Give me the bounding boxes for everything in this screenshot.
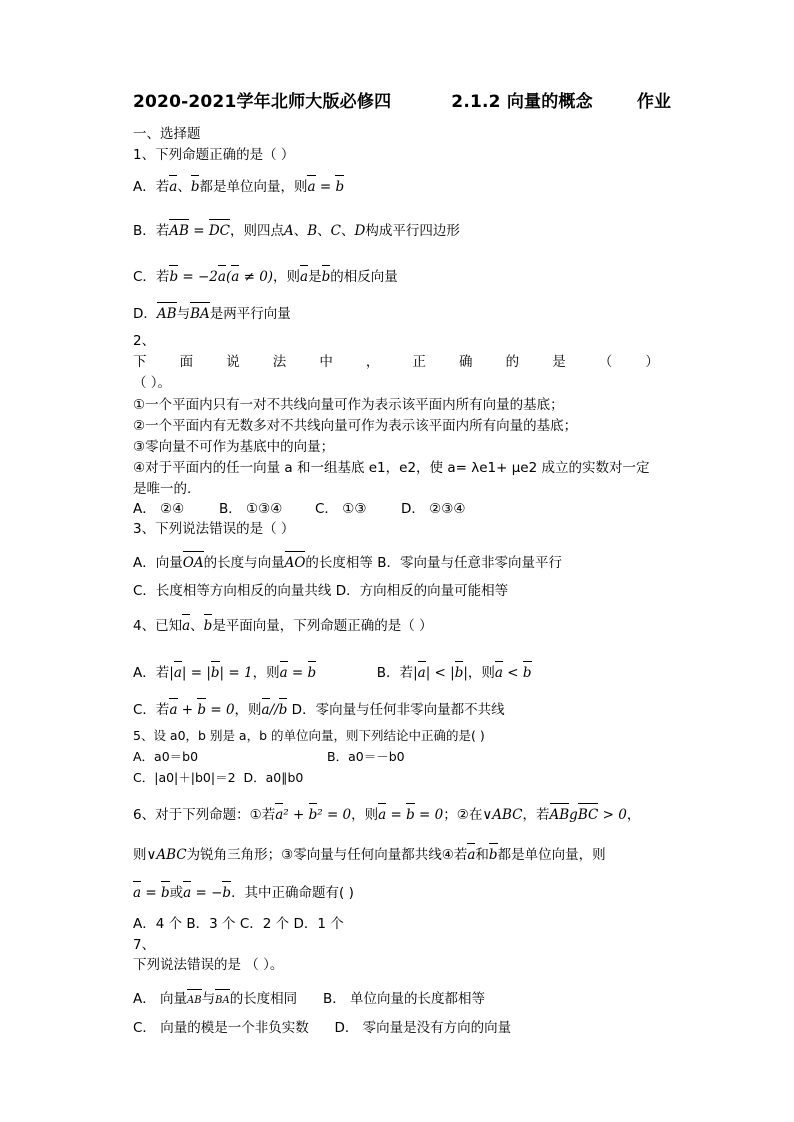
q1-a-formula: a = b: [307, 179, 345, 195]
document-title: [133, 93, 671, 111]
q7-number: 7、: [133, 937, 156, 953]
section-heading: 一、选择题: [133, 126, 201, 142]
q7-option-b: B． 单位向量的长度都相等: [322, 991, 485, 1007]
q3-stem: 3、下列说法错误的是（ ）: [133, 521, 295, 537]
q2-number: 2、: [133, 333, 156, 349]
q1-b-formula: AB = DC: [169, 223, 230, 239]
q5-options-ab: [133, 748, 405, 766]
q4-options-cd: C．若a + b = 0，则a//b D．零向量与任何非零向量都不共线: [133, 702, 505, 718]
q5-options-cd: [133, 769, 303, 787]
q7-options-ab: A． 向量AB与BA的长度相同 B． 单位向量的长度都相等: [133, 990, 485, 1010]
q3-option-b: B．零向量与任意非零向量平行: [377, 555, 562, 571]
q4-c-formula: a + b = 0: [169, 702, 235, 718]
q1-option-c: C．若b = −2a(a ≠ 0)，则a是b的相反向量: [133, 269, 398, 285]
title-tag: 作业: [636, 92, 672, 112]
q7-stem: 下列说法错误的是 （ ）。: [133, 957, 284, 973]
q5-option-a: A．a0＝b0: [133, 749, 199, 764]
q6-options: A．4 个 B．3 个 C．2 个 D．1 个: [133, 916, 344, 932]
q6-line-2: 则∨ABC为锐角三角形；③零向量与任何向量都共线④若a和b都是单位向量，则: [133, 847, 606, 863]
q6-formula-1: a² + b² = 0: [275, 807, 352, 823]
q2-statement-2: ②一个平面内有无数多对不共线向量可作为表示该平面内所有向量的基底；: [133, 418, 578, 434]
title-main: 2020-2021学年北师大版必修四: [133, 92, 392, 112]
q2-stem: 下 面 说 法 中 ， 正 确 的 是 （ ）: [133, 354, 659, 370]
q1-option-b: B．若AB = DC，则四点A、B、C、D构成平行四边形: [133, 223, 460, 239]
q2-statement-4: ④对于平面内的任一向量 a 和一组基底 e1，e2，使 a= λe1+ μe2 成立的实数对一定: [133, 460, 650, 476]
q2-options: A． ②④ B． ①③④ C． ①③ D． ②③④: [133, 501, 466, 517]
title-section: 2.1.2 向量的概念: [451, 92, 593, 112]
q4-b-formula: |a| < |b|: [413, 665, 468, 681]
q4-a-formula: |a| = |b| = 1: [169, 665, 253, 681]
q1-option-d: D．AB与BA是两平行向量: [133, 306, 291, 322]
q2-statement-1: ①一个平面内只有一对不共线向量可作为表示该平面内所有向量的基底；: [133, 397, 564, 413]
q4-stem: 4、已知a、b是平面向量，下列命题正确的是（ ）: [133, 618, 433, 634]
q3-option-c: C．长度相等方向相反的向量共线: [133, 583, 332, 599]
q7-option-d: D． 零向量是没有方向的向量: [334, 1020, 512, 1036]
q2-paren: （ ）。: [133, 375, 172, 391]
q5-option-c: C．|a0|＋|b0|＝2: [133, 770, 236, 785]
q6-line-1: 6、对于下列命题：①若a² + b² = 0，则a = b = 0；②在∨ABC，若ABgBC > 0，: [133, 807, 641, 823]
q1-option-a: A．若a、b都是单位向量，则a = b: [133, 179, 345, 195]
q1-c-formula: b = −2a(a ≠ 0): [169, 269, 274, 285]
q2-statement-4-cont: 是唯一的.: [133, 481, 192, 497]
q4-option-d: D．零向量与任何非零向量都不共线: [291, 702, 505, 718]
q7-options-cd: [133, 1019, 511, 1037]
q3-option-d: D．方向相反的向量可能相等: [335, 583, 509, 599]
q3-options-ab: A．向量OA的长度与向量AO的长度相等 B．零向量与任意非零向量平行: [133, 555, 562, 571]
q6-line-3: a = b或a = −b．其中正确命题有( ): [133, 885, 354, 901]
q5-option-d: D．a0∥b0: [243, 770, 304, 785]
q5-option-b: B．a0＝－b0: [327, 749, 405, 764]
q2-statement-3: ③零向量不可作为基底中的向量；: [133, 439, 335, 455]
q6-formula-2: ABgBC > 0: [549, 807, 627, 823]
q5-stem: 5、设 a0，b 别是 a，b 的单位向量，则下列结论中正确的是( ): [133, 728, 485, 743]
q7-option-c: C． 向量的模是一个非负实数: [133, 1020, 309, 1036]
q3-options-cd: [133, 582, 508, 600]
q1-stem: 1、下列命题正确的是（ ）: [133, 147, 295, 163]
q4-options-ab: A．若|a| = |b| = 1，则a = b B．若|a| < |b|，则a < b: [133, 665, 532, 681]
